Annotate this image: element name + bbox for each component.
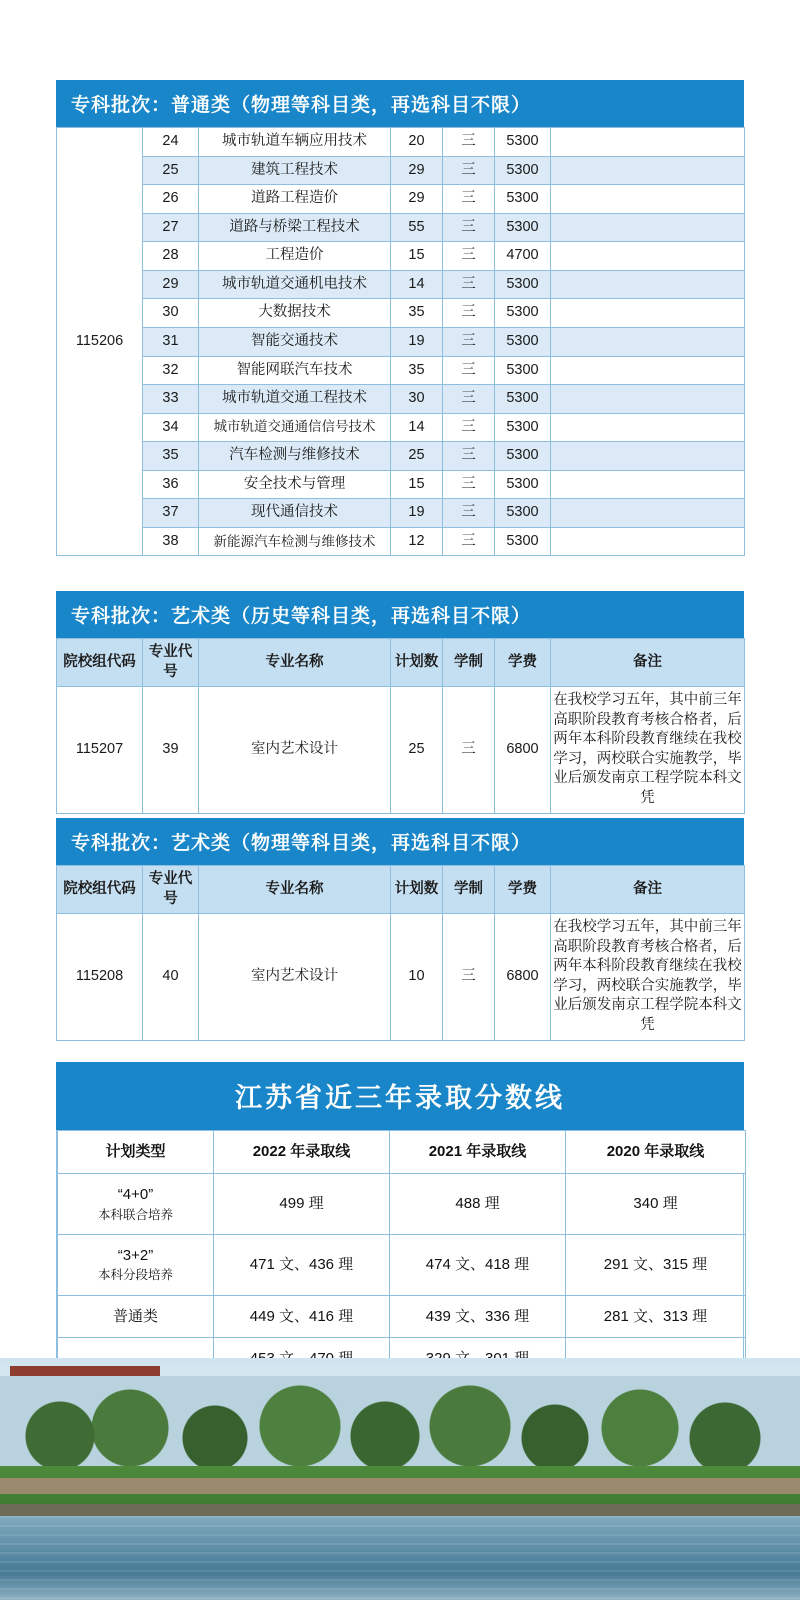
- remark: [551, 270, 745, 299]
- plan-count: 29: [391, 156, 443, 185]
- score-lines-title: 江苏省近三年录取分数线: [56, 1062, 744, 1130]
- remark: [551, 242, 745, 271]
- major-code: 24: [143, 128, 199, 157]
- fee: 5300: [495, 270, 551, 299]
- plan-type-sub: 本科分段培养: [97, 1268, 173, 1283]
- years: 三: [443, 242, 495, 271]
- plan-count: 15: [391, 242, 443, 271]
- major-name: 安全技术与管理: [199, 470, 391, 499]
- plan-count: 25: [391, 687, 443, 813]
- section-zhuanke-yishu-lishi: [56, 591, 744, 814]
- photo-lake: [0, 1516, 800, 1600]
- plan-count: 15: [391, 470, 443, 499]
- plan-count: 19: [391, 327, 443, 356]
- campus-photo: [0, 1358, 800, 1600]
- table-row: [57, 413, 745, 442]
- plan-type: [58, 1234, 214, 1295]
- table-row: [58, 1234, 746, 1295]
- photo-walkway: [0, 1478, 800, 1494]
- table-row: [57, 299, 745, 328]
- table-header-row: [57, 866, 745, 914]
- score-2022: 471 文、436 理: [214, 1234, 390, 1295]
- table-row: [57, 270, 745, 299]
- plan-count: 30: [391, 385, 443, 414]
- remark: [551, 499, 745, 528]
- major-name: 建筑工程技术: [199, 156, 391, 185]
- major-code: 29: [143, 270, 199, 299]
- table-header-row: [57, 639, 745, 687]
- major-name: 室内艺术设计: [199, 687, 391, 813]
- years: 三: [443, 185, 495, 214]
- table-row: [58, 1173, 746, 1234]
- remark: [551, 442, 745, 471]
- fee: 6800: [495, 687, 551, 813]
- remark: [551, 185, 745, 214]
- plan-count: 10: [391, 914, 443, 1040]
- fee: 5300: [495, 299, 551, 328]
- major-name: 新能源汽车检测与维修技术: [199, 527, 391, 556]
- score-2020: 281 文、313 理: [566, 1295, 746, 1338]
- table-row: [57, 499, 745, 528]
- years: 三: [443, 213, 495, 242]
- col-remark: 备注: [551, 639, 745, 687]
- col-years: 学制: [443, 866, 495, 914]
- years: 三: [443, 470, 495, 499]
- plan-count: 20: [391, 128, 443, 157]
- major-code: 39: [143, 687, 199, 813]
- section-score-lines: [56, 1062, 744, 1400]
- fee: 5300: [495, 213, 551, 242]
- table-zhuanke-putong: [56, 127, 745, 556]
- col-2022: 2022 年录取线: [214, 1131, 390, 1174]
- plan-type: 普通类: [58, 1295, 214, 1338]
- major-name: 城市轨道交通机电技术: [199, 270, 391, 299]
- section-zhuanke-putong: [56, 80, 744, 556]
- col-group-code: 院校组代码: [57, 866, 143, 914]
- years: 三: [443, 128, 495, 157]
- fee: 5300: [495, 527, 551, 556]
- fee: 5300: [495, 327, 551, 356]
- section-header-zhuanke-putong: 专科批次：普通类（物理等科目类，再选科目不限）: [56, 80, 744, 127]
- major-name: 智能网联汽车技术: [199, 356, 391, 385]
- table-row: [57, 356, 745, 385]
- remark: 在我校学习五年，其中前三年高职阶段教育考核合格者，后两年本科阶段教育继续在我校学习，两校联合实施教学，毕业后颁发南京工程学院本科文凭: [551, 914, 745, 1040]
- score-2020: 291 文、315 理: [566, 1234, 746, 1295]
- major-name: 城市轨道车辆应用技术: [199, 128, 391, 157]
- major-code: 26: [143, 185, 199, 214]
- table-row: [57, 156, 745, 185]
- col-plan: 计划数: [391, 639, 443, 687]
- table-zhuanke-yishu-lishi: [56, 638, 745, 814]
- group-code-cell: 115207: [57, 687, 143, 813]
- table-row: [58, 1295, 746, 1338]
- plan-count: 19: [391, 499, 443, 528]
- section-header-zhuanke-yishu-wuli: 专科批次：艺术类（物理等科目类，再选科目不限）: [56, 818, 744, 865]
- section-zhuanke-yishu-wuli: [56, 818, 744, 1041]
- table-row: [57, 128, 745, 157]
- table-row: [57, 213, 745, 242]
- years: 三: [443, 356, 495, 385]
- major-code: 38: [143, 527, 199, 556]
- major-name: 城市轨道交通通信信号技术: [199, 413, 391, 442]
- fee: 5300: [495, 356, 551, 385]
- remark: [551, 213, 745, 242]
- table-row: [57, 327, 745, 356]
- col-plan: 计划数: [391, 866, 443, 914]
- fee: 5300: [495, 442, 551, 471]
- plan-type-sub: 本科联合培养: [97, 1207, 173, 1222]
- col-years: 学制: [443, 639, 495, 687]
- major-code: 36: [143, 470, 199, 499]
- col-major-name: 专业名称: [199, 866, 391, 914]
- plan-type-main: “4+0”: [117, 1185, 154, 1203]
- table-row: [57, 527, 745, 556]
- years: 三: [443, 299, 495, 328]
- remark: [551, 413, 745, 442]
- years: 三: [443, 914, 495, 1040]
- remark: [551, 470, 745, 499]
- col-2021: 2021 年录取线: [390, 1131, 566, 1174]
- score-2021: 488 理: [390, 1173, 566, 1234]
- remark: [551, 356, 745, 385]
- plan-type-main: “3+2”: [117, 1246, 154, 1264]
- group-code-cell: 115206: [57, 128, 143, 556]
- major-name: 汽车检测与维修技术: [199, 442, 391, 471]
- major-name: 道路与桥梁工程技术: [199, 213, 391, 242]
- plan-count: 29: [391, 185, 443, 214]
- col-group-code: 院校组代码: [57, 639, 143, 687]
- table-row: [57, 385, 745, 414]
- plan-count: 14: [391, 413, 443, 442]
- group-code-cell: 115208: [57, 914, 143, 1040]
- major-name: 城市轨道交通工程技术: [199, 385, 391, 414]
- table-header-row: [58, 1131, 746, 1174]
- col-plan-type: 计划类型: [58, 1131, 214, 1174]
- plan-count: 25: [391, 442, 443, 471]
- major-code: 40: [143, 914, 199, 1040]
- score-2021: 439 文、336 理: [390, 1295, 566, 1338]
- years: 三: [443, 270, 495, 299]
- major-code: 33: [143, 385, 199, 414]
- years: 三: [443, 499, 495, 528]
- col-2020: 2020 年录取线: [566, 1131, 746, 1174]
- major-code: 27: [143, 213, 199, 242]
- plan-count: 14: [391, 270, 443, 299]
- col-major-name: 专业名称: [199, 639, 391, 687]
- section-header-zhuanke-yishu-lishi: 专科批次：艺术类（历史等科目类，再选科目不限）: [56, 591, 744, 638]
- plan-type: [58, 1173, 214, 1234]
- col-major-code: 专业代号: [143, 639, 199, 687]
- remark: [551, 128, 745, 157]
- remark: [551, 299, 745, 328]
- major-name: 道路工程造价: [199, 185, 391, 214]
- score-2022: 449 文、416 理: [214, 1295, 390, 1338]
- plan-count: 35: [391, 356, 443, 385]
- major-name: 智能交通技术: [199, 327, 391, 356]
- major-name: 室内艺术设计: [199, 914, 391, 1040]
- years: 三: [443, 327, 495, 356]
- major-name: 现代通信技术: [199, 499, 391, 528]
- plan-count: 35: [391, 299, 443, 328]
- years: 三: [443, 687, 495, 813]
- col-fee: 学费: [495, 639, 551, 687]
- fee: 5300: [495, 413, 551, 442]
- major-code: 31: [143, 327, 199, 356]
- score-2020: 340 理: [566, 1173, 746, 1234]
- fee: 5300: [495, 185, 551, 214]
- table-zhuanke-yishu-wuli: [56, 865, 745, 1041]
- col-fee: 学费: [495, 866, 551, 914]
- table-row: [57, 687, 745, 813]
- fee: 5300: [495, 385, 551, 414]
- fee: 4700: [495, 242, 551, 271]
- major-code: 25: [143, 156, 199, 185]
- years: 三: [443, 385, 495, 414]
- fee: 6800: [495, 914, 551, 1040]
- major-code: 32: [143, 356, 199, 385]
- major-code: 28: [143, 242, 199, 271]
- major-code: 34: [143, 413, 199, 442]
- years: 三: [443, 156, 495, 185]
- years: 三: [443, 442, 495, 471]
- years: 三: [443, 413, 495, 442]
- col-remark: 备注: [551, 866, 745, 914]
- plan-count: 55: [391, 213, 443, 242]
- score-2021: 474 文、418 理: [390, 1234, 566, 1295]
- fee: 5300: [495, 499, 551, 528]
- table-row: [57, 185, 745, 214]
- table-row: [57, 242, 745, 271]
- fee: 5300: [495, 470, 551, 499]
- remark: [551, 385, 745, 414]
- photo-lake-ripple: [0, 1574, 800, 1600]
- fee: 5300: [495, 128, 551, 157]
- table-row: [57, 442, 745, 471]
- fee: 5300: [495, 156, 551, 185]
- major-code: 35: [143, 442, 199, 471]
- remark: [551, 156, 745, 185]
- table-row: [57, 470, 745, 499]
- years: 三: [443, 527, 495, 556]
- remark: [551, 327, 745, 356]
- remark: [551, 527, 745, 556]
- major-code: 30: [143, 299, 199, 328]
- table-row: [57, 914, 745, 1040]
- major-name: 工程造价: [199, 242, 391, 271]
- score-2022: 499 理: [214, 1173, 390, 1234]
- remark: 在我校学习五年，其中前三年高职阶段教育考核合格者，后两年本科阶段教育继续在我校学习，两校联合实施教学，毕业后颁发南京工程学院本科文凭: [551, 687, 745, 813]
- major-name: 大数据技术: [199, 299, 391, 328]
- major-code: 37: [143, 499, 199, 528]
- col-major-code: 专业代号: [143, 866, 199, 914]
- plan-count: 12: [391, 527, 443, 556]
